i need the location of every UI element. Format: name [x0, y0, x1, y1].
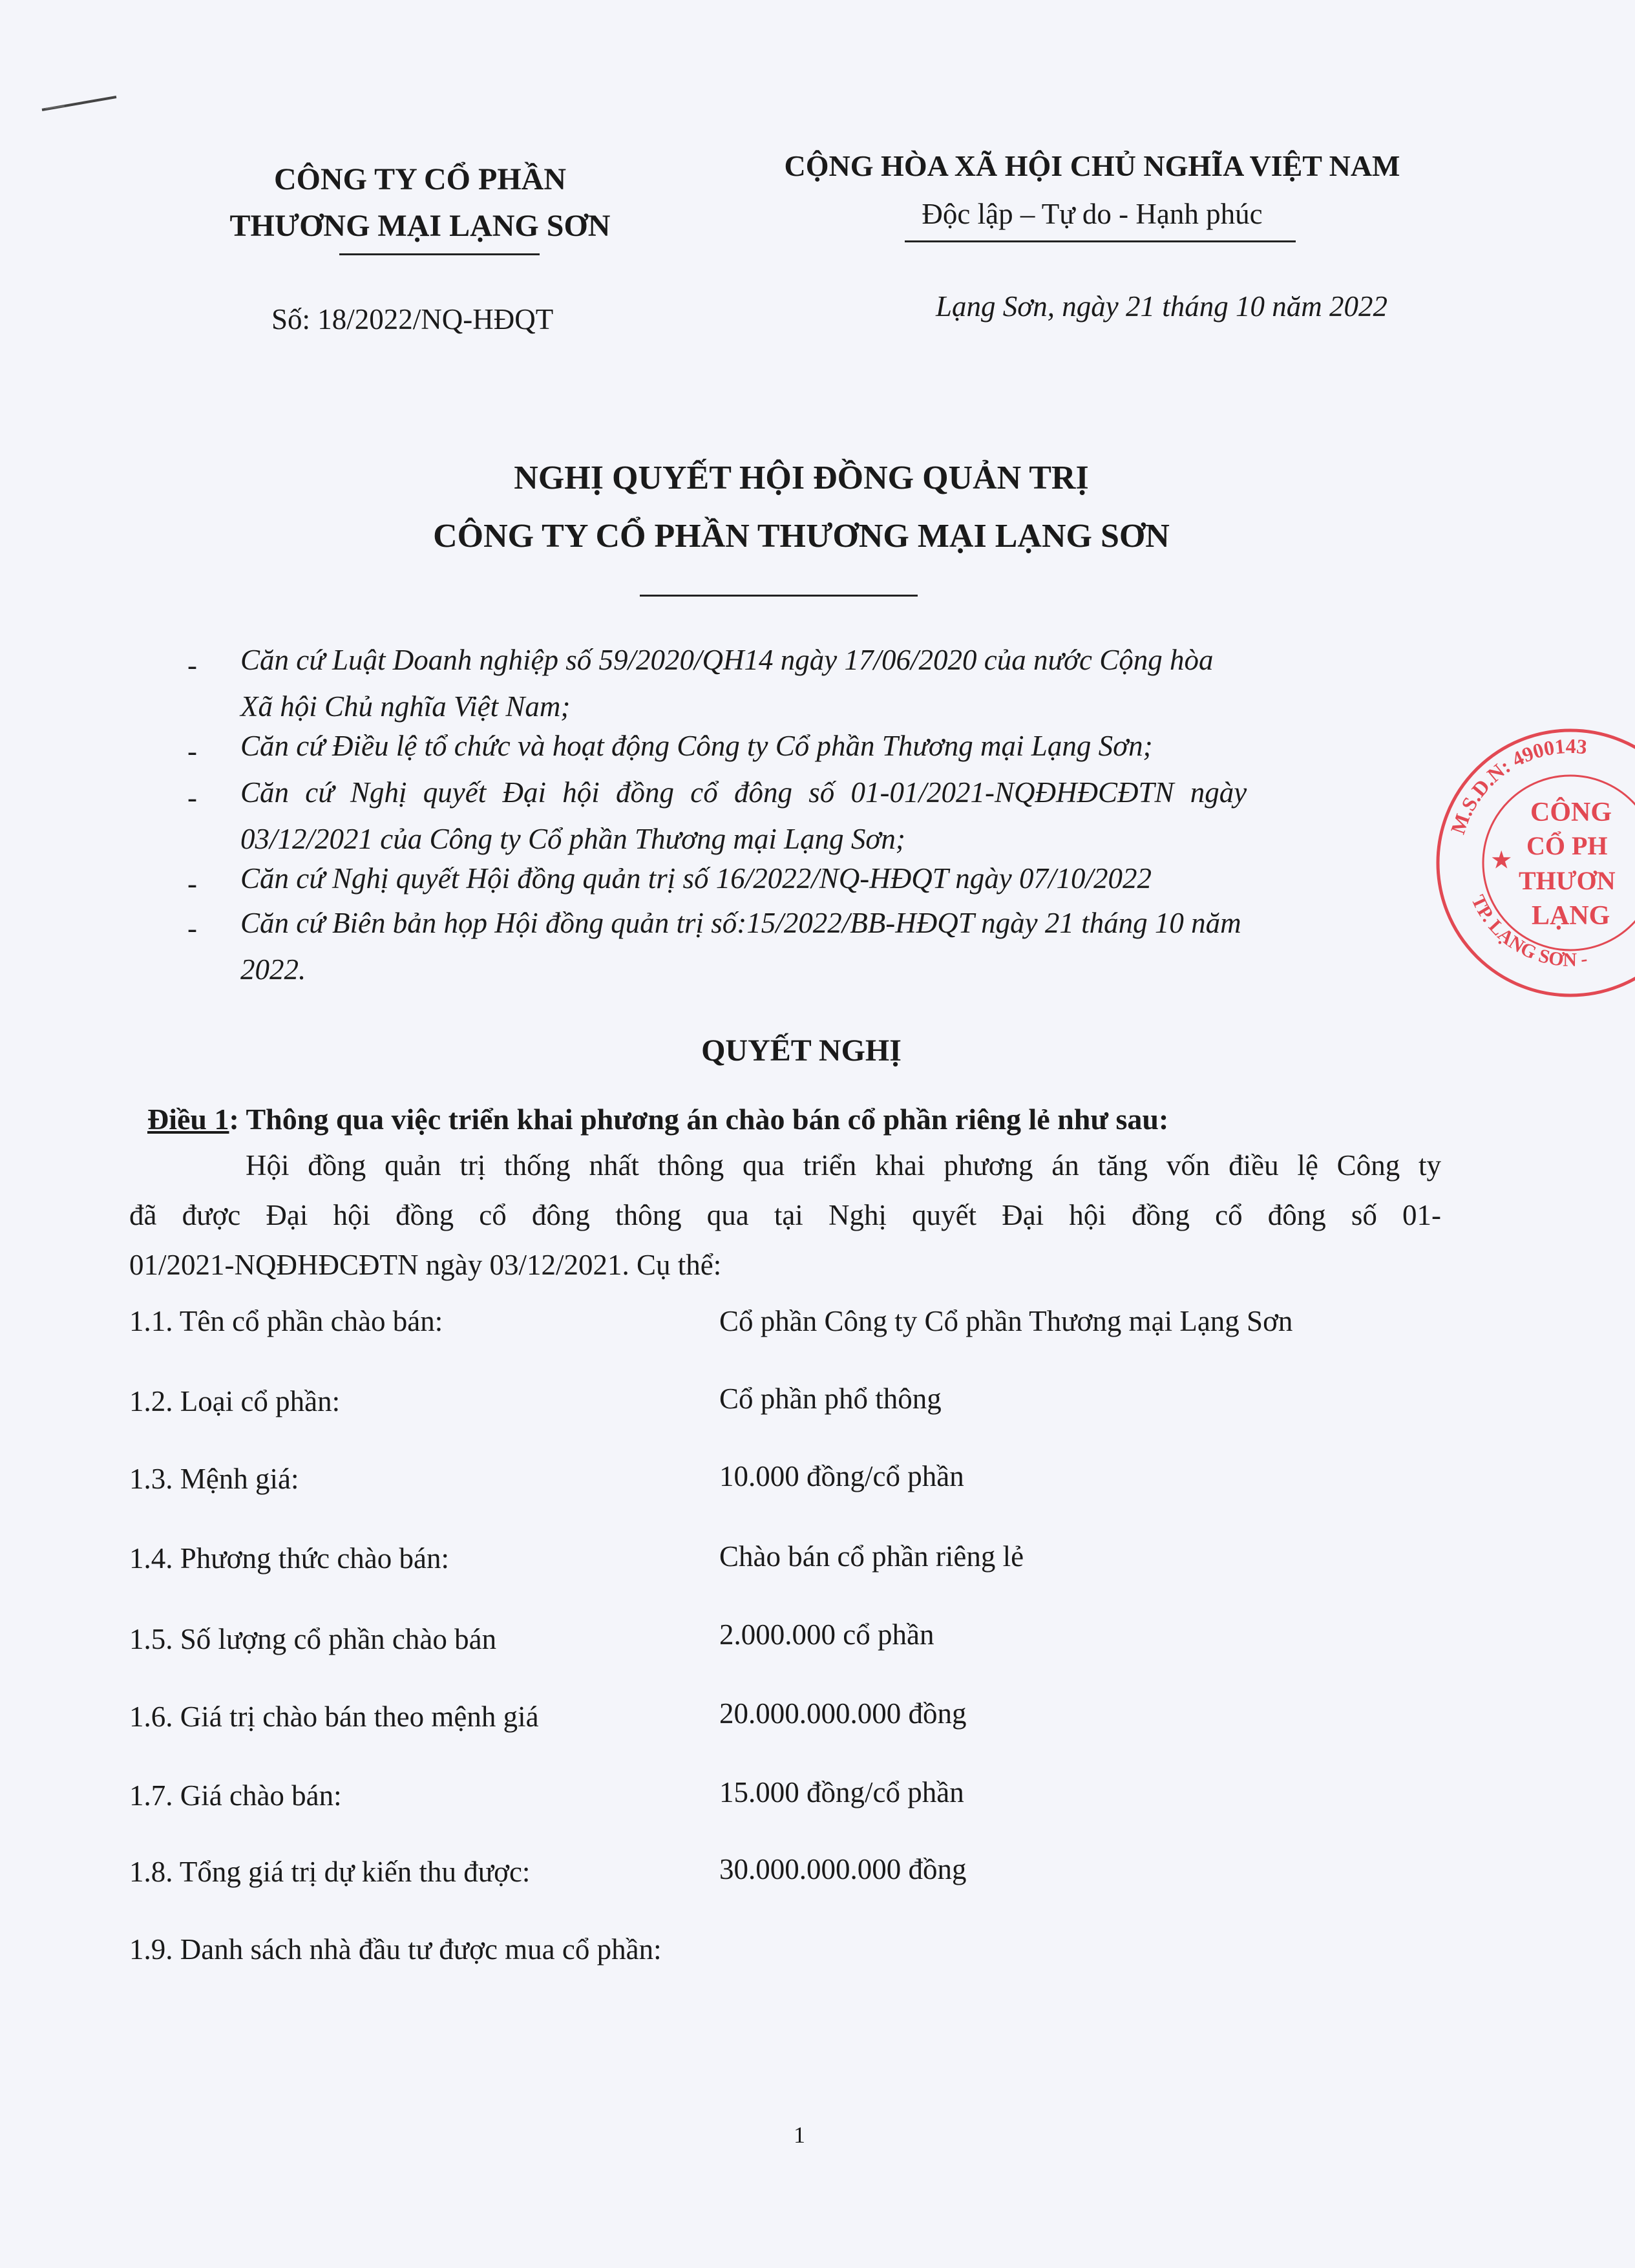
item-label: 1.4. Phương thức chào bán:: [129, 1542, 449, 1574]
list-dash: -: [187, 912, 197, 944]
legal-basis-5-line1: Căn cứ Biên bản họp Hội đồng quản trị số:15/2022/BB-HĐQT ngày 21 tháng 10 năm: [240, 907, 1241, 939]
item-label: 1.9. Danh sách nhà đầu tư được mua cổ phần:: [129, 1933, 662, 1966]
item-label: 1.6. Giá trị chào bán theo mệnh giá: [129, 1701, 539, 1733]
item-value: 30.000.000.000 đồng: [719, 1853, 967, 1885]
stamp-line1: CÔNG: [1530, 798, 1612, 827]
article-1-intro-line1: Hội đồng quản trị thống nhất thông qua triển khai phương án tăng vốn điều lệ Công ty: [246, 1149, 1441, 1182]
page-number: 1: [794, 2122, 805, 2148]
place-and-date: Lạng Sơn, ngày 21 tháng 10 năm 2022: [936, 290, 1388, 323]
article-1-intro-line2: đã được Đại hội đồng cổ đông thông qua tại Nghị quyết Đại hội đồng cổ đông số 01-: [129, 1199, 1441, 1231]
republic-heading: CỘNG HÒA XÃ HỘI CHỦ NGHĨA VIỆT NAM: [784, 149, 1400, 182]
legal-basis-1-line1: Căn cứ Luật Doanh nghiệp số 59/2020/QH14 ngày 17/06/2020 của nước Cộng hòa: [240, 644, 1214, 676]
article-1-intro-line3: 01/2021-NQĐHĐCĐTN ngày 03/12/2021. Cụ thể:: [129, 1249, 722, 1281]
legal-basis-3-line2: 03/12/2021 của Công ty Cổ phần Thương mại Lạng Sơn;: [240, 823, 905, 855]
company-name-line1: CÔNG TY CỔ PHẦN: [273, 162, 566, 196]
company-name-line2: THƯƠNG MẠI LẠNG SƠN: [229, 209, 611, 243]
list-dash: -: [187, 735, 197, 767]
item-label: 1.3. Mệnh giá:: [129, 1463, 299, 1495]
legal-basis-5-line2: 2022.: [240, 953, 306, 986]
list-dash: -: [187, 649, 197, 681]
stamp-ring-text: M.S.D.N: 4900143: [1446, 734, 1588, 837]
legal-basis-3-line1: Căn cứ Nghị quyết Đại hội đồng cổ đông số 01-01/2021-NQĐHĐCĐTN ngày: [240, 776, 1247, 809]
legal-basis-1-line2: Xã hội Chủ nghĩa Việt Nam;: [240, 690, 571, 723]
scan-scuff-mark: [39, 90, 123, 116]
resolution-heading: QUYẾT NGHỊ: [701, 1033, 902, 1068]
document-number: Số: 18/2022/NQ-HĐQT: [271, 303, 554, 335]
article-1-label: Điều 1: [147, 1103, 229, 1136]
article-1-title: : Thông qua việc triển khai phương án chào bán cổ phần riêng lẻ như sau:: [229, 1103, 1169, 1136]
item-value: Chào bán cổ phần riêng lẻ: [719, 1540, 1024, 1573]
list-dash: -: [187, 867, 197, 900]
stamp-bottom-text: TP. LẠNG SƠN -: [1467, 891, 1589, 971]
motto-underline: [905, 240, 1296, 242]
item-value: Cổ phần phổ thông: [719, 1383, 942, 1415]
stamp-star-left: ★: [1492, 849, 1512, 873]
company-underline: [339, 253, 540, 255]
document-title-line1: NGHỊ QUYẾT HỘI ĐỒNG QUẢN TRỊ: [514, 460, 1089, 496]
national-motto: Độc lập – Tự do - Hạnh phúc: [922, 198, 1263, 230]
document-title-line2: CÔNG TY CỔ PHẦN THƯƠNG MẠI LẠNG SƠN: [433, 518, 1170, 555]
item-label: 1.7. Giá chào bán:: [129, 1779, 342, 1812]
item-value: 20.000.000.000 đồng: [719, 1697, 967, 1730]
list-dash: -: [187, 781, 197, 814]
item-value: 10.000 đồng/cổ phần: [719, 1460, 964, 1492]
stamp-line3: THƯƠN: [1519, 866, 1616, 895]
item-label: 1.8. Tổng giá trị dự kiến thu được:: [129, 1856, 531, 1888]
stamp-line4: LẠNG: [1532, 901, 1610, 931]
legal-basis-4: Căn cứ Nghị quyết Hội đồng quản trị số 16/2022/NQ-HĐQT ngày 07/10/2022: [240, 862, 1152, 895]
stamp-line2: CỔ PH: [1526, 831, 1608, 860]
item-label: 1.1. Tên cổ phần chào bán:: [129, 1305, 443, 1337]
company-seal-stamp: [1422, 717, 1635, 1008]
item-value: 2.000.000 cổ phần: [719, 1618, 934, 1651]
item-label: 1.2. Loại cổ phần:: [129, 1385, 341, 1417]
article-1-intro: [129, 1141, 1441, 1290]
item-value: Cổ phần Công ty Cổ phần Thương mại Lạng Sơn: [719, 1305, 1293, 1337]
legal-basis-2: Căn cứ Điều lệ tổ chức và hoạt động Công ty Cổ phần Thương mại Lạng Sơn;: [240, 730, 1153, 762]
item-value: 15.000 đồng/cổ phần: [719, 1776, 964, 1808]
item-label: 1.5. Số lượng cổ phần chào bán: [129, 1623, 497, 1655]
article-1-heading: [147, 1102, 1168, 1136]
title-underline: [640, 595, 918, 597]
